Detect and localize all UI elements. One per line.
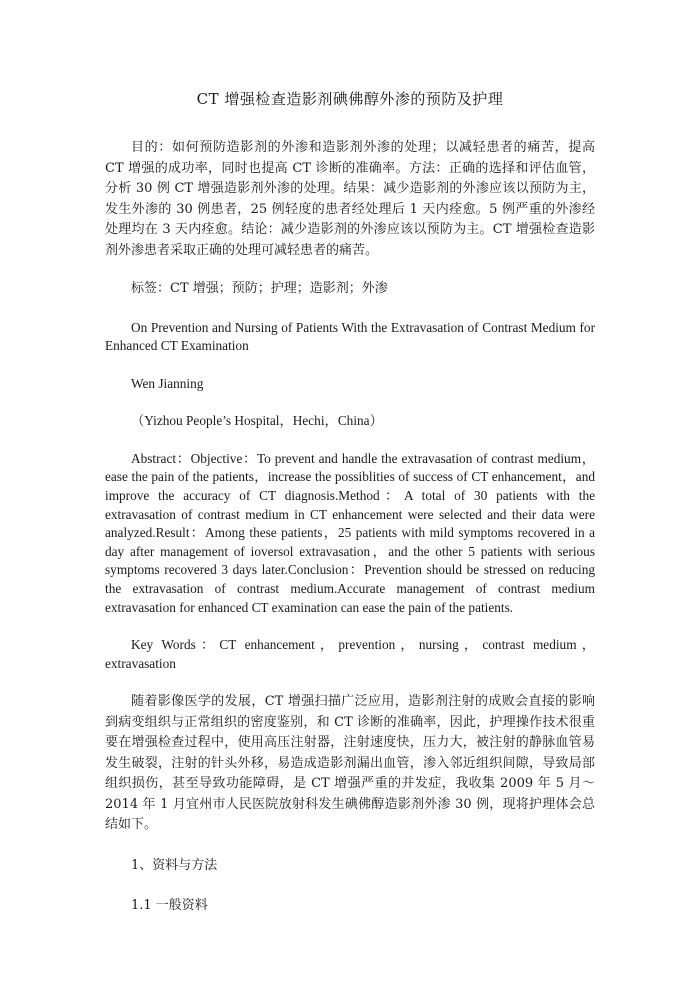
subsection-heading-1-1: 1.1 一般资料	[131, 898, 208, 914]
keywords-chinese: 标签：CT 增强；预防；护理；造影剂；外渗	[131, 281, 388, 296]
abstract-chinese: 目的：如何预防造影剂的外渗和造影剂外渗的处理；以减轻患者的痛苦，提高 CT 增强的成功率，同时也提高 CT 诊断的准确率。方法：正确的选择和评估血管，分析 30 例 CT 增强造影剂外渗的处理。结果：减少造影剂的外渗应该以预防为主，发生外渗的 30 例患者，25 例轻度的患者经处理后 1 天内痊愈。5 例严重的外渗经处理均在 3 天内痊愈。结论：减少造影剂的外渗应该以预防为主。CT 增强检查造影剂外渗患者采取正确的处理可减轻患者的痛苦。	[105, 140, 595, 258]
author-affiliation: （Yizhou People’s Hospital，Hechi，China）	[131, 413, 383, 429]
section-heading-1: 1、资料与方法	[131, 857, 218, 873]
paper-page	[105, 88, 595, 917]
english-title: On Prevention and Nursing of Patients With the Extravasation of Contrast Medium for Enhanced CT Examination	[105, 319, 595, 354]
abstract-english: Abstract：Objective：To prevent and handle the extravasation of contrast medium，ease the pain of the patients，increase the possiblities of success of CT enhancement，and improve the accuracy of CT diagnosis.Method：A total of 30 patients with the extravasation of contrast medium in CT enhancement were selected and their data were analyzed.Result：Among these patients，25 patients with mild symptoms recovered in a day after management of ioversol extravasation，and the other 5 patients with serious symptoms recovered 3 days later.Conclusion：Prevention should be stressed on reducing the extravasation of contrast medium.Accurate management of contrast medium extravasation for enhanced CT examination can ease the pain of the patients.	[105, 450, 595, 615]
keywords-english: Key Words：CT enhancement，prevention，nursing，contrast medium，extravasation	[105, 637, 595, 671]
author-name: Wen Jianning	[131, 375, 204, 391]
introduction-paragraph: 随着影像医学的发展，CT 增强扫描广泛应用，造影剂注射的成败会直接的影响到病变组织与正常组织的密度鉴别，和 CT 诊断的准确率，因此，护理操作技术很重要在增强检查过程中，使用高压注射器，注射速度快，压力大，被注射的静脉血管易发生破裂，注射的针头外移，易造成造影剂漏出血管，渗入邻近组织间隙，导致局部组织损伤，甚至导致功能障碍，是 CT 增强严重的并发症，我收集 2009 年 5 月～ 2014 年 1 月宜州市人民医院放射科发生碘佛醇造影剂外渗 30 例，现将护理体会总结如下。	[105, 694, 595, 833]
paper-title: CT 增强检查造影剂碘佛醇外渗的预防及护理	[196, 90, 504, 108]
